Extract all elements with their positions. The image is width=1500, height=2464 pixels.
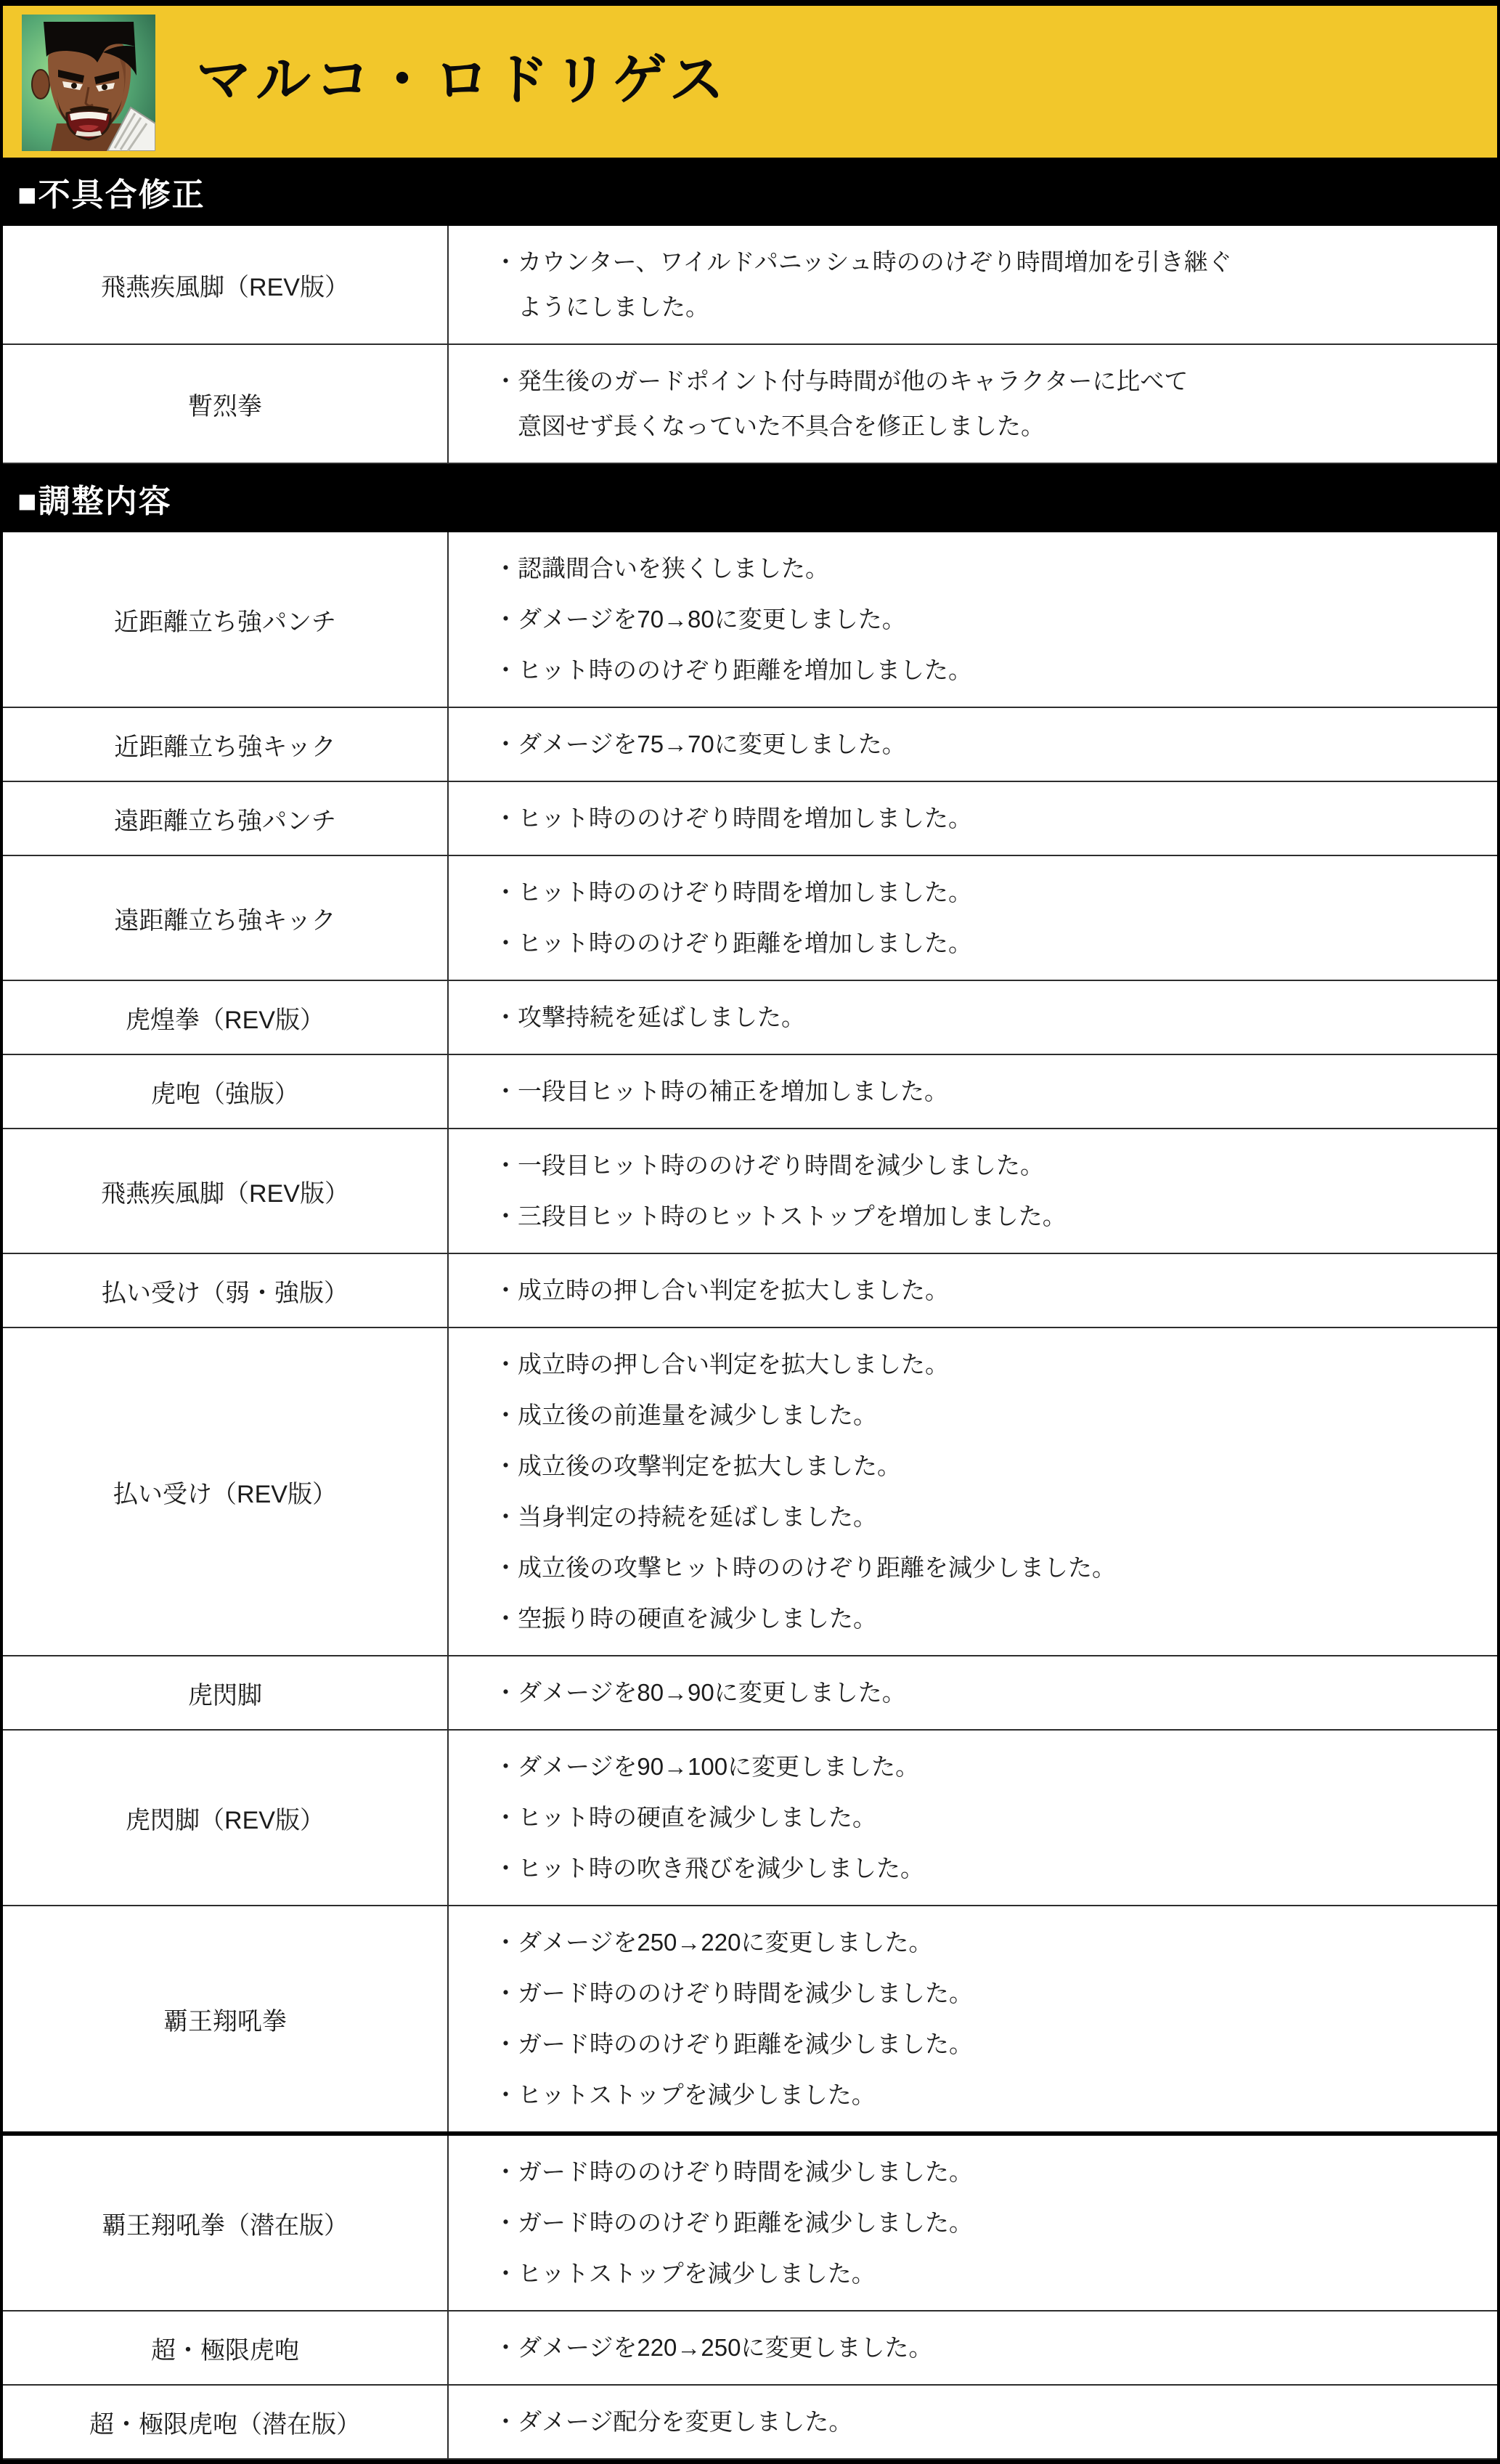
change-text-line: ・成立時の押し合い判定を拡大しました。 (494, 1351, 949, 1378)
table-row (3, 981, 1497, 1055)
change-text-line: ・空振り時の硬直を減少しました。 (494, 1605, 877, 1632)
change-text-line: ・ダメージを70→80に変更しました。 (494, 606, 906, 633)
change-text-line: ・三段目ヒット時のヒットストップを増加しました。 (494, 1203, 1067, 1229)
change-text-line: 意図せず長くなっていた不具合を修正しました。 (518, 412, 1045, 439)
change-list (449, 1731, 1497, 1905)
change-list (449, 1328, 1497, 1655)
table-row (3, 856, 1497, 981)
move-name: 遠距離立ち強キック (3, 856, 449, 980)
move-name: 暫烈拳 (3, 345, 449, 463)
change-text-line: ・認識間合いを狭くしました。 (494, 555, 829, 582)
change-item (494, 2150, 1472, 2195)
change-text-line: ・成立時の押し合い判定を拡大しました。 (494, 1277, 949, 1304)
move-name: 覇王翔吼拳 (3, 1906, 449, 2131)
change-text-line: ・ヒット時ののけぞり距離を増加しました。 (494, 930, 973, 956)
change-text-line: ・ダメージ配分を変更しました。 (494, 2408, 853, 2435)
table-row (3, 226, 1497, 345)
table-row (3, 2136, 1497, 2311)
change-list (449, 2386, 1497, 2458)
change-list (449, 1906, 1497, 2131)
move-name: 虎煌拳（REV版） (3, 981, 449, 1054)
change-text-line: ・成立後の攻撃判定を拡大しました。 (494, 1452, 901, 1479)
change-item (494, 1670, 1472, 1715)
change-text-line: ・ヒットストップを減少しました。 (494, 2081, 876, 2108)
change-list (449, 2311, 1497, 2384)
change-item (494, 2251, 1472, 2296)
change-item (494, 1495, 1472, 1540)
change-text-line: ・ダメージを75→70に変更しました。 (494, 731, 906, 757)
table-row (3, 1055, 1497, 1129)
table-row (3, 1254, 1497, 1328)
table-row (3, 2386, 1497, 2460)
section-heading: ■不具合修正 (3, 158, 1497, 226)
move-name: 近距離立ち強キック (3, 708, 449, 781)
change-text-line: ・ガード時ののけぞり時間を減少しました。 (494, 2158, 973, 2185)
change-text-line: ・ヒット時の吹き飛びを減少しました。 (494, 1855, 925, 1882)
move-name: 虎咆（強版） (3, 1055, 449, 1128)
change-item (494, 1846, 1472, 1891)
page-title: マルコ・ロドリゲス (196, 49, 729, 111)
change-item (494, 995, 1472, 1040)
change-item (494, 2073, 1472, 2118)
section-table (3, 226, 1497, 464)
change-list (449, 226, 1497, 343)
change-text-line: ・ヒット時ののけぞり時間を増加しました。 (494, 805, 973, 832)
change-item (494, 1971, 1472, 2016)
table-row (3, 1906, 1497, 2136)
table-row (3, 708, 1497, 782)
change-text-line: ・成立後の前進量を減少しました。 (494, 1402, 877, 1428)
change-item (494, 1268, 1472, 1313)
character-portrait (22, 15, 155, 151)
change-text-line: ・当身判定の持続を延ばしました。 (494, 1503, 877, 1530)
section-heading: ■調整内容 (3, 464, 1497, 532)
change-text-line: ・成立後の攻撃ヒット時ののけぞり距離を減少しました。 (494, 1554, 1117, 1581)
change-text-line: ・ガード時ののけぞり距離を減少しました。 (494, 2209, 973, 2236)
move-name: 超・極限虎咆 (3, 2311, 449, 2384)
change-list (449, 708, 1497, 781)
change-text-line: ・カウンター、ワイルドパニッシュ時ののけぞり時間増加を引き継ぐ (494, 248, 1232, 275)
change-item (494, 1795, 1472, 1840)
move-name: 超・極限虎咆（潜在版） (3, 2386, 449, 2458)
change-item (494, 1920, 1472, 1965)
move-name: 覇王翔吼拳（潜在版） (3, 2136, 449, 2310)
change-item (494, 1744, 1472, 1789)
change-item (494, 1393, 1472, 1438)
change-list (449, 1129, 1497, 1253)
change-text-line: ・ダメージを220→250に変更しました。 (494, 2334, 933, 2361)
table-row (3, 782, 1497, 856)
change-text-line: ・ダメージを90→100に変更しました。 (494, 1753, 920, 1780)
change-text-line: ・ダメージを250→220に変更しました。 (494, 1929, 933, 1956)
change-item (494, 546, 1472, 591)
change-item (494, 597, 1472, 642)
change-text-line: ・ガード時ののけぞり距離を減少しました。 (494, 2030, 973, 2057)
change-item (494, 1545, 1472, 1590)
table-row (3, 1129, 1497, 1254)
change-text-line: ・ガード時ののけぞり時間を減少しました。 (494, 1980, 973, 2006)
change-item (494, 1069, 1472, 1114)
table-row (3, 1731, 1497, 1906)
change-item (494, 870, 1472, 915)
patch-sections (3, 158, 1497, 2460)
change-item (494, 1194, 1472, 1239)
change-text-line: ・攻撃持続を延ばしました。 (494, 1004, 805, 1030)
change-item (494, 1444, 1472, 1489)
change-item (494, 648, 1472, 693)
change-item (494, 2325, 1472, 2370)
change-list (449, 782, 1497, 855)
change-item (494, 2022, 1472, 2067)
change-item (494, 1143, 1472, 1188)
change-list (449, 1656, 1497, 1729)
move-name: 近距離立ち強パンチ (3, 532, 449, 707)
change-text-line: ・ヒット時の硬直を減少しました。 (494, 1804, 877, 1831)
move-name: 飛燕疾風脚（REV版） (3, 226, 449, 343)
move-name: 飛燕疾風脚（REV版） (3, 1129, 449, 1253)
change-list (449, 345, 1497, 463)
change-item (494, 921, 1472, 966)
table-row (3, 532, 1497, 708)
change-text-line: ・ヒット時ののけぞり距離を増加しました。 (494, 656, 973, 683)
change-list (449, 856, 1497, 980)
change-item (494, 359, 1472, 449)
change-item (494, 1342, 1472, 1387)
change-text-line: ・ダメージを80→90に変更しました。 (494, 1679, 906, 1706)
move-name: 払い受け（REV版） (3, 1328, 449, 1655)
change-list (449, 981, 1497, 1054)
change-list (449, 1254, 1497, 1327)
table-row (3, 1328, 1497, 1656)
change-item (494, 1596, 1472, 1641)
table-row (3, 2311, 1497, 2386)
change-list (449, 532, 1497, 707)
move-name: 遠距離立ち強パンチ (3, 782, 449, 855)
change-text-line: ・一段目ヒット時の補正を増加しました。 (494, 1078, 949, 1105)
move-name: 払い受け（弱・強版） (3, 1254, 449, 1327)
change-text-line: ・ヒットストップを減少しました。 (494, 2260, 876, 2287)
table-row (3, 345, 1497, 464)
change-text-line: ようにしました。 (518, 293, 709, 320)
change-text-line: ・ヒット時ののけぞり時間を増加しました。 (494, 879, 973, 906)
change-item (494, 2200, 1472, 2245)
change-item (494, 722, 1472, 767)
move-name: 虎閃脚 (3, 1656, 449, 1729)
change-text-line: ・発生後のガードポイント付与時間が他のキャラクターに比べて (494, 367, 1189, 394)
change-item (494, 796, 1472, 841)
change-item (494, 240, 1472, 330)
section-table (3, 532, 1497, 2460)
change-text-line: ・一段目ヒット時ののけぞり時間を減少しました。 (494, 1152, 1045, 1179)
header-banner (3, 6, 1497, 158)
change-list (449, 2136, 1497, 2310)
change-item (494, 2399, 1472, 2444)
change-list (449, 1055, 1497, 1128)
table-row (3, 1656, 1497, 1731)
move-name: 虎閃脚（REV版） (3, 1731, 449, 1905)
